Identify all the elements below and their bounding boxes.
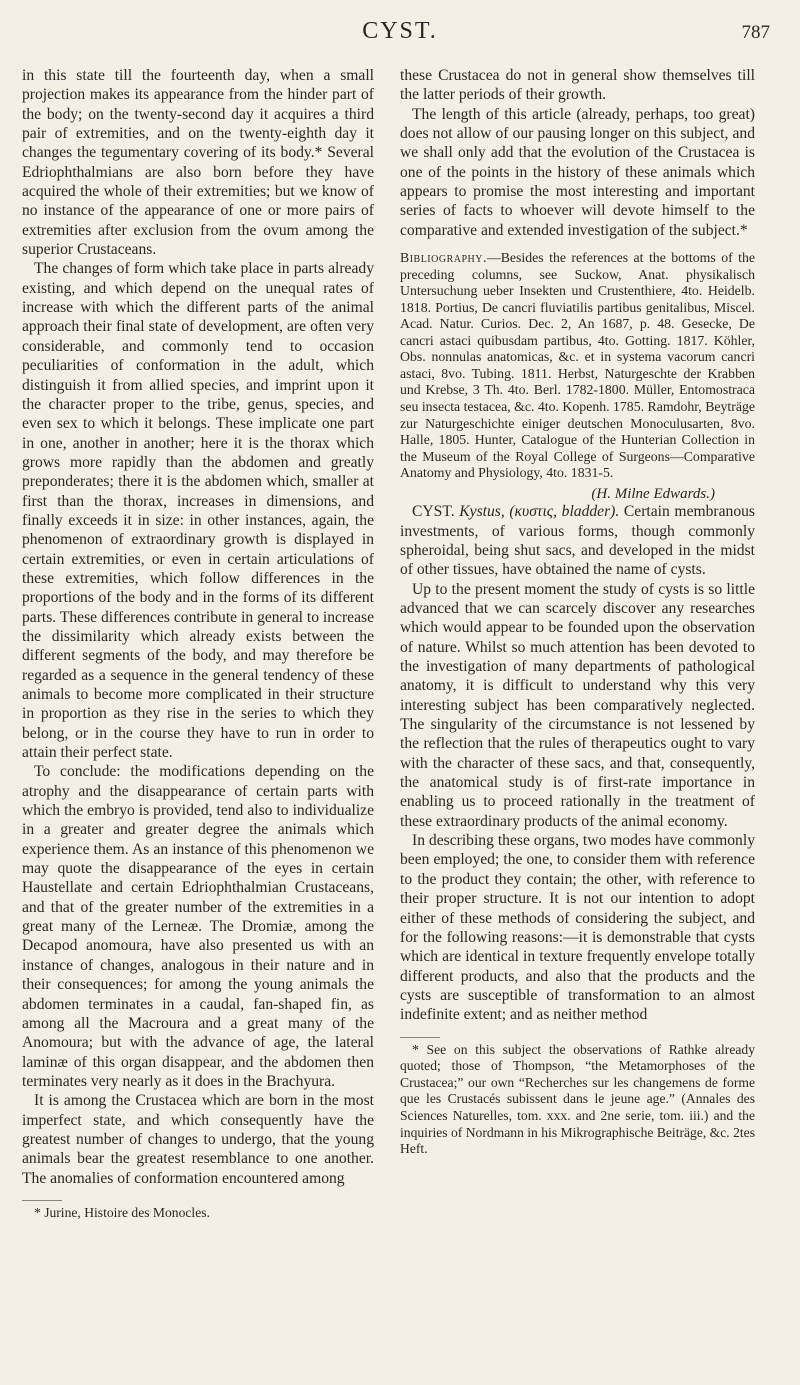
footnote-divider: [22, 1200, 62, 1201]
bibliography-entry: [400, 250, 755, 482]
page-number: 787: [741, 22, 770, 43]
cyst-entry-intro: [400, 502, 755, 579]
paragraph: in this state till the fourteenth day, when a small projection makes its appearance from the hinder part of the body; on the twenty-second day it acquires a third pair of extremities, and on the twenty-eighth day it changes the tegumentary covering of its body.* Several Edriophthalmians are also born before they have acquired the whole of their extremities; but we know of no instance of the appearance of one or more pairs of extremities after exclusion from the ovum among the superior Crustaceans.: [22, 67, 374, 259]
running-head-title: CYST.: [362, 18, 438, 44]
entry-headword: CYST.: [412, 503, 455, 521]
entry-etymology: Kystus, (κυστις, bladder).: [459, 503, 620, 521]
running-head: [0, 18, 800, 52]
left-column: [22, 66, 374, 1222]
footnote: * Jurine, Histoire des Monocles.: [34, 1204, 210, 1220]
paragraph: To conclude: the modifications depending on the atrophy and the disappearance of certain parts with which the embryo is provided, tend also to individualize in a greater and greater degree the animals which experience them. As an instance of this phenomenon we may quote the disappearance of the eyes in certain Haustellate and certain Edriophthalmian Crustaceans, and that of the greater number of the extremities in a great many of the Lerneæ. The Dromiæ, among the Decapod anomoura, have also presented us with an instance of changes, analogous in their nature and in their consequences; for among the young animals the abdomen terminates in a caudal, fan-shaped fin, as among all the Macroura and a great many of the Anomoura; but with the advance of age, the lateral laminæ of this organ disappear, and the abdomen then terminates very nearly as it does in the Brachyura.: [22, 763, 374, 1090]
bibliography: [400, 250, 755, 502]
entry-definition: Certain membranous investments, of various forms, though commonly spheroidal, being shut sacs, and developed in the midst of other tissues, have obtained the name of cysts.: [400, 503, 755, 579]
bibliography-text: —Besides the references at the bottoms of the preceding columns, see Suckow, Anat. physikalisch Untersuchung ueber Insekten und Crustenthiere, 4to. Heidelb. 1818. Portius, De cancri fluviatilis partibus genitalibus, Miscel. Acad. Natur. Curios. Dec. 2, An 1687, p. 48. Gesecke, De cancri astaci quibusdam partibus, 4to. Gotting. 1817. Köhler, Obs. nonnulas anatomicas, &c. et in systema vacorum cancri astaci, 8vo. Tubing. 1811. Herbst, Naturgeschte der Krabben und Krebse, 3 Th. 4to. Berl. 1782-1800. Müller, Entomostraca seu insecta testacea, &c. 4to. Kopenh. 1785. Ramdohr, Beyträge zur Naturgeschichte einiger deutschen Monoculusarten, 8vo. Halle, 1805. Hunter, Catalogue of the Hunterian Collection in the Museum of the Royal College of Surgeons—Comparative Anatomy and Physiology, 4to. 1831-5.: [400, 250, 755, 481]
bibliography-label: Bibliography.: [400, 250, 487, 266]
paragraph: these Crustacea do not in general show themselves till the latter periods of their growth.: [400, 67, 755, 104]
paragraph: In describing these organs, two modes have commonly been employed; the one, to consider them with reference to the product they contain; the other, with reference to their proper structure. It is not our intention to adopt either of these methods of considering the subject, and for the following reasons:—it is demonstrable that cysts which are identical in texture frequently envelope totally different products, and also that the products and the cysts are susceptible of transformation to an almost indefinite extent; and as neither method: [400, 832, 755, 1024]
paragraph: The changes of form which take place in parts already existing, and which depend on the unequal rates of increase with which the different parts of the animal approach their final state of development, are often very considerable, and commonly tend to occasion peculiarities of conformation in the adult, which distinguish it from allied species, and imprint upon it the character proper to the tribe, genus, species, and even sex to which it belongs. These implicate one part in one, another in another; here it is the thorax which grows more rapidly than the abdomen and greatly preponderates; there it is the abdomen which, smaller at first than the thorax, increases in dimensions, and finally exceeds it in size: in other instances, again, the phenomenon of extraordinary growth is displayed in certain extremities, or even in certain articulations of these extremities, which follow differences in the proportions of the body and in the forms of its different parts. These differences contribute in general to increase the dissimilarity which already exists between the different segments of the body, and may therefore be regarded as a sequence in the general tendency of these animals to become more complicated in their structure in proportion as they rise in the series to which they belong, or in the course they have to run in order to attain their perfect state.: [22, 260, 374, 762]
footnote-divider: [400, 1037, 440, 1038]
right-column: [400, 66, 755, 1158]
author-signature: (H. Milne Edwards.): [591, 485, 715, 502]
paragraph: It is among the Crustacea which are born in the most imperfect state, and which consequently have the greatest number of changes to undergo, that the young animals bear the greatest resemblance to one another. The anomalies of conformation encountered among: [22, 1092, 374, 1187]
paragraph: Up to the present moment the study of cysts is so little advanced that we can scarcely discover any researches which would appear to be founded upon the observation of nature. Whilst so much attention has been devoted to the investigation of many departments of pathological anatomy, it is difficult to understand why this very interesting subject has been comparatively neglected. The singularity of the circumstance is not lessened by the reflection that the rules of therapeutics ought to vary with the character of these sacs, and that, consequently, the anatomical study is of first-rate importance in enabling us to proceed rationally in the treatment of these extraordinary products of the animal economy.: [400, 580, 755, 830]
footnote: * See on this subject the observations of Rathke already quoted; those of Thompson, “the Metamorphoses of the Crustacea;” our own “Recherches sur les changemens de forme que les Crustacés subissent dans le jeune age.” (Annales des Sciences Naturelles, tom. xxx. and 2ne serie, tom. iii.) and the inquiries of Nordmann in his Mikrographische Beiträge, &c. 2tes Heft.: [400, 1041, 755, 1157]
paragraph: The length of this article (already, perhaps, too great) does not allow of our pausing longer on this subject, and we shall only add that the evolution of the Crustacea is one of the points in the history of these animals which appears to promise the most interesting and important series of facts to whoever will devote himself to the comparative and extended investigation of the subject.*: [400, 105, 755, 239]
